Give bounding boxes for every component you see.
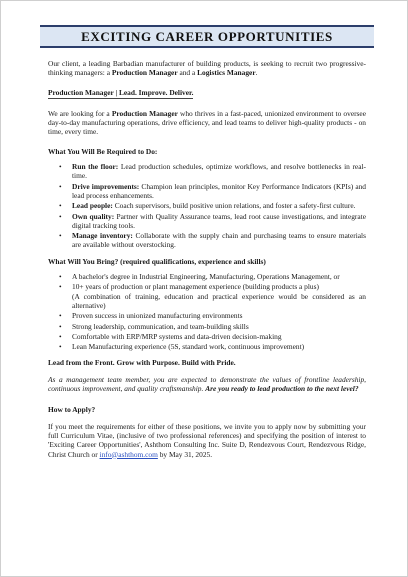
apply-text: If you meet the requirements for either of these positions, we invite you to apply now by submitting your full Curriculum Vitae, (inclusive of two professional references) and specifying the position of interest to 'Exciting Career Opportunities', Ashthom Consulting Inc. Suite D, Rendezvous Court, Rendezvous Ridge, Christ Church or (48, 421, 366, 459)
duty-label: Manage inventory: (72, 231, 133, 241)
requirements-heading (48, 257, 366, 266)
list-item (48, 342, 366, 351)
bullet-icon: • (59, 181, 62, 191)
intro-text: Our client, a leading Barbadian manufacturer of building products, is seeking to recruit two progressive-thinking managers: a (48, 59, 366, 78)
apply-heading (48, 405, 366, 414)
requirement-text: Proven success in unionized manufacturing environments (72, 311, 243, 321)
role-logistics-manager: Logistics Manager (197, 68, 256, 78)
requirement-note: (A combination of training, education and practical experience would be considered as an alternative) (72, 291, 366, 310)
advert-body (48, 59, 366, 459)
summary-text: We are looking for a (48, 108, 112, 118)
list-item (48, 311, 366, 320)
list-item (48, 322, 366, 331)
page-title: EXCITING CAREER OPPORTUNITIES (81, 28, 333, 44)
email-link[interactable]: info@ashthom.com (99, 449, 158, 459)
bullet-icon: • (59, 311, 62, 321)
requirements-heading-text: What Will You Bring? (required qualifications, experience and skills) (48, 256, 266, 266)
list-item (48, 272, 366, 281)
bullet-icon: • (59, 321, 62, 331)
values-question: Are you ready to lead production to the next level? (205, 384, 359, 394)
duty-text: Partner with Quality Assurance teams, lead root cause investigations, and integrate digital tracking tools. (72, 211, 366, 230)
role-production-manager: Production Manager (111, 68, 178, 78)
duty-label: Run the floor: (72, 162, 119, 172)
list-item (48, 162, 366, 181)
tagline (48, 88, 366, 99)
list-item (48, 212, 366, 231)
bullet-icon: • (59, 331, 62, 341)
requirements-list (48, 272, 366, 351)
bullet-icon: • (59, 231, 62, 241)
apply-heading-text: How to Apply? (48, 405, 96, 415)
list-item (48, 332, 366, 341)
tagline-text: Production Manager | Lead. Improve. Deliver. (48, 88, 193, 99)
duty-text: Collaborate with the supply chain and purchasing teams to ensure materials are available without overstocking. (72, 231, 366, 250)
list-item (48, 182, 366, 201)
bullet-icon: • (59, 282, 62, 292)
duties-heading (48, 147, 366, 156)
values-paragraph (48, 375, 366, 394)
bullet-icon: • (59, 162, 62, 172)
requirement-text: A bachelor's degree in Industrial Engineering, Manufacturing, Operations Management, or (72, 272, 340, 282)
duty-text: Champion lean principles, monitor Key Performance Indicators (KPIs) and lead process enhancements. (72, 181, 367, 200)
bullet-icon: • (59, 342, 62, 352)
duty-text: Coach supervisors, build positive union relations, and foster a safety-first culture. (112, 201, 356, 211)
summary-text-rest: who thrives in a fast-paced, unionized environment to oversee day-to-day manufacturing operations, drive efficiency, and lead teams to deliver high-quality products - on time, every time. (48, 108, 366, 137)
list-item (48, 201, 366, 210)
summary-role: Production Manager (111, 108, 178, 118)
requirement-text: Comfortable with ERP/MRP systems and data-driven decision-making (72, 331, 282, 341)
duty-label: Lead people: (72, 201, 113, 211)
duty-label: Own quality: (72, 211, 115, 221)
bullet-icon: • (59, 201, 62, 211)
bullet-icon: • (59, 211, 62, 221)
duty-label: Drive improvements: (72, 181, 140, 191)
requirement-text: 10+ years of production or plant management experience (building products a plus) (72, 282, 319, 292)
slogan-text: Lead from the Front. Grow with Purpose. Build with Pride. (48, 358, 236, 368)
duties-list (48, 162, 366, 250)
apply-paragraph (48, 422, 366, 459)
requirement-text: Strong leadership, communication, and team-building skills (72, 321, 249, 331)
requirement-text: Lean Manufacturing experience (5S, standard work, continuous improvement) (72, 342, 305, 352)
bullet-icon: • (59, 272, 62, 282)
list-item (48, 231, 366, 250)
duty-text: Lead production schedules, optimize workflows, and resolve bottlenecks in real-time. (72, 162, 366, 181)
list-item (48, 282, 366, 310)
slogan (48, 358, 366, 367)
intro-text-end: . (255, 68, 258, 78)
summary-paragraph (48, 109, 366, 137)
values-text: As a management team member, you are expected to demonstrate the values of frontline leadership, continuous improvement, and quality craftsmanship. (48, 374, 366, 394)
intro-text-join: and a (177, 68, 198, 78)
intro-paragraph (48, 59, 366, 78)
apply-deadline: by May 31, 2025. (157, 449, 213, 459)
title-banner (40, 25, 374, 48)
duties-heading-text: What You Will Be Required to Do: (48, 146, 158, 156)
